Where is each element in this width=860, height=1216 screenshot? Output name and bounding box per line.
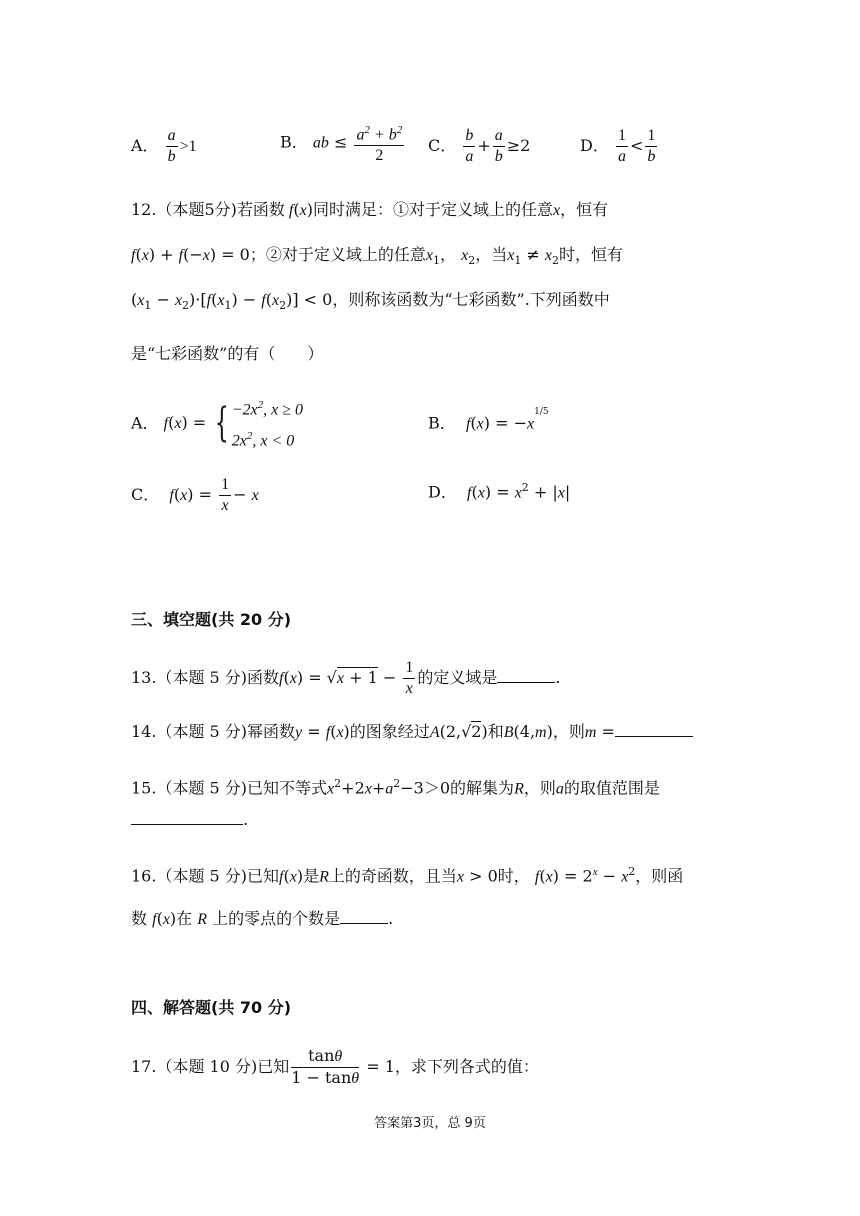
q15-line1: 15.（本题 5 分)已知不等式$x^2+2x+a^2-3>0$的解集为R，则a的取值范围是 xyxy=(131,777,660,798)
q13-line: 13.（本题 5 分)函数f(x) = √x + 1 − $\frac{1}{x}$ 的定义域是 . xyxy=(131,659,561,697)
q11-b-expr: $\frac{a^2 + b^2}{2}$ xyxy=(354,120,404,166)
q11-a-label: A． xyxy=(131,136,159,155)
q14-line: 14.（本题 5 分)幂函数y = f(x)的图象经过A(2,√2)和B(4,m)，则m = xyxy=(131,718,693,745)
q11-option-c: C． $\frac{b}{a}$ + $\frac{a}{b}$ ≥2 xyxy=(428,127,531,165)
q16-line2: 数 f(x)在 R 上的零点的个数是 . xyxy=(131,905,393,932)
q12-option-a: A． f(x) = { $-2x^2$, x ≥ 0 $2x^2$, x < 0 xyxy=(131,399,304,450)
q11-a-expr: $\frac{a}{b}$ xyxy=(167,127,176,165)
q12-option-d: D． $f(x) = x^2 + |x|$ xyxy=(428,481,571,502)
q12-line1: 12.（本题5分)若函数 f(x)同时满足：①对于定义域上的任意x，恒有 xyxy=(131,200,609,219)
q16-line1: 16.（本题 5 分)已知f(x)是R上的奇函数，且当x > 0时， $f(x) = 2^x - x^2$，则函 xyxy=(131,865,684,886)
q11-option-b: B． ab ≤ $\frac{a^2 + b^2}{2}$ xyxy=(280,120,406,166)
q11-b-label: B． xyxy=(280,132,308,152)
section-3-title: 三、填空题(共 20 分) xyxy=(131,610,292,629)
q17-line: 17.（本题 10 分)已知 $\frac{\tan\theta}{1 - \tan\theta}$ = 1，求下列各式的值： xyxy=(131,1046,539,1087)
q11-c-label: C． xyxy=(428,136,457,155)
q11-option-a: A． $\frac{a}{b}$ >1 xyxy=(131,127,197,165)
q12-line3: $(x_1 - x_2)\cdot[f(x_1) - f(x_2)] < 0$，则称该函数为“七彩函数”.下列函数中 xyxy=(131,290,610,313)
q15-line2: . xyxy=(131,806,248,832)
q12-line4: 是“七彩函数”的有（ ） xyxy=(131,344,324,363)
q11-d-label: D． xyxy=(580,136,609,155)
q12-option-b: B． $f(x) = -x^{1/5}$ xyxy=(428,407,549,433)
section-4-title: 四、解答题(共 70 分) xyxy=(131,998,292,1017)
q12-option-c: C． f(x) = $\frac{1}{x}$ − x xyxy=(131,476,259,514)
q12-line2: f(x) + f(−x) = 0；②对于定义域上的任意$x_1$， $x_2$，当$x_1 \ne x_2$时，恒有 xyxy=(131,245,624,268)
page-footer: 答案第3页，总 9页 xyxy=(374,1116,486,1131)
q11-option-d: D． $\frac{1}{a}$ < $\frac{1}{b}$ xyxy=(580,127,656,165)
